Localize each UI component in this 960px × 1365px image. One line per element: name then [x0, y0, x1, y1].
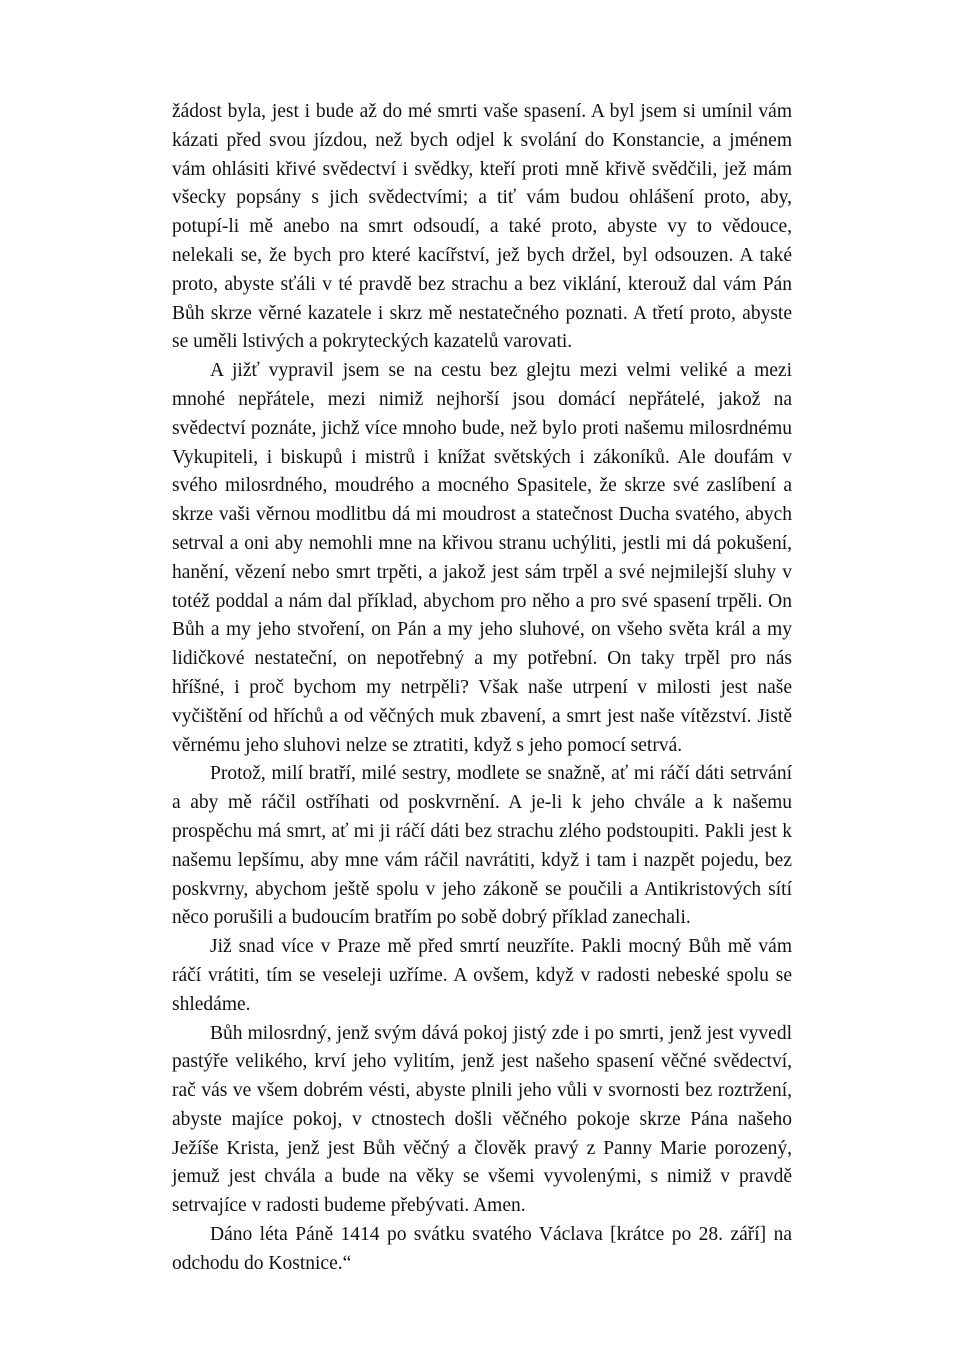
letter-text [172, 98, 792, 1279]
paragraph: Již snad více v Praze mě před smrtí neuzříte. Pakli mocný Bůh mě vám ráčí vrátiti, tím se veseleji uzříme. A ovšem, když v radosti nebeské spolu se shledáme. [172, 936, 792, 1015]
paragraph: Bůh milosrdný, jenž svým dává pokoj jistý zde i po smrti, jenž jest vyvedl pastýře velikého, krví jeho vylitím, jenž jest našeho spasení věčné svědectví, rač vás ve všem dobrém vésti, abyste plnili jeho vůli v svornosti bez roztržení, abyste majíce pokoj, v ctnostech došli věčného pokoje skrze Pána našeho Ježíše Krista, jenž jest Bůh věčný a člověk pravý z Panny Marie porozený, jemuž jest chvála a bude na věky se všemi vyvolenými, s nimiž v pravdě setrvajíce v radosti budeme přebývati. Amen. [172, 1022, 792, 1217]
paragraph-continuation: žádost byla, jest i bude až do mé smrti vaše spasení. A byl jsem si umínil vám kázati před svou jízdou, než bych odjel k svolání do Konstancie, a jménem vám ohlásiti křivé svědectví i svědky, kteří proti mně křivě svědčili, jež mám všecky popsány s jich svědectvími; a tiť vám budou ohlášení proto, aby, potupí-li mě anebo na smrt odsoudí, a také proto, abyste vy to vědouce, nelekali se, že bych pro které kacířství, jež bych držel, byl odsouzen. A také proto, abyste sťáli v té pravdě bez strachu a bez viklání, kterouž dal vám Pán Bůh skrze věrné kazatele i skrz mě nestatečného poznati. A třetí proto, abyste se uměli lstivých a pokryteckých kazatelů varovati. [172, 101, 792, 353]
paragraph-dateline: Dáno léta Páně 1414 po svátku svatého Václava [krátce po 28. září] na odchodu do Kostnice.“ [172, 1224, 792, 1274]
paragraph: Protož, milí bratří, milé sestry, modlete se snažně, ať mi ráčí dáti setrvání a aby mě ráčil ostříhati od poskvrnění. A je-li k jeho chvále a k našemu prospěchu má smrt, ať mi ji ráčí dáti bez strachu zlého podstoupiti. Pakli jest k našemu lepšímu, aby mne vám ráčil navrátiti, když i tam i nazpět pojedu, bez poskvrny, abychom ještě spolu v jeho zákoně se poučili a Antikristových sítí něco porušili a budoucím bratřím po sobě dobrý příklad zanechali. [172, 763, 792, 929]
paragraph: A jižť vypravil jsem se na cestu bez glejtu mezi velmi veliké a mezi mnohé nepřátele, mezi nimiž nejhorší jsou domácí nepřátelé, jakož na svědectví poznáte, jichž více mnoho bude, než bylo proti našemu milosrdnému Vykupiteli, i biskupů i mistrů i knížat světských i zákoníků. Ale doufám v svého milosrdného, moudrého a mocného Spasitele, že skrze své zaslíbení a skrze vaši věrnou modlitbu dá mi moudrost a statečnost Ducha svatého, abych setrval a oni aby nemohli mne na křivou stranu uchýliti, jestli mi dá pokušení, hanění, vězení nebo smrt trpěti, a jakož jest sám trpěl a své nejmilejší sluhy v totéž poddal a nám dal příklad, abychom pro něho a pro své spasení trpěli. On Bůh a my jeho stvoření, on Pán a my jeho sluhové, on všeho světa král a my lidičkové nestateční, on nepotřebný a my potřební. On taky trpěl pro nás hříšné, i proč bychom my netrpěli? Však naše utrpení v milosti jest naše vyčištění od hříchů a od věčných muk zbavení, a smrt jest naše vítězství. Jistě věrnému jeho sluhovi nelze se ztratiti, když s jeho pomocí setrvá. [172, 360, 792, 756]
